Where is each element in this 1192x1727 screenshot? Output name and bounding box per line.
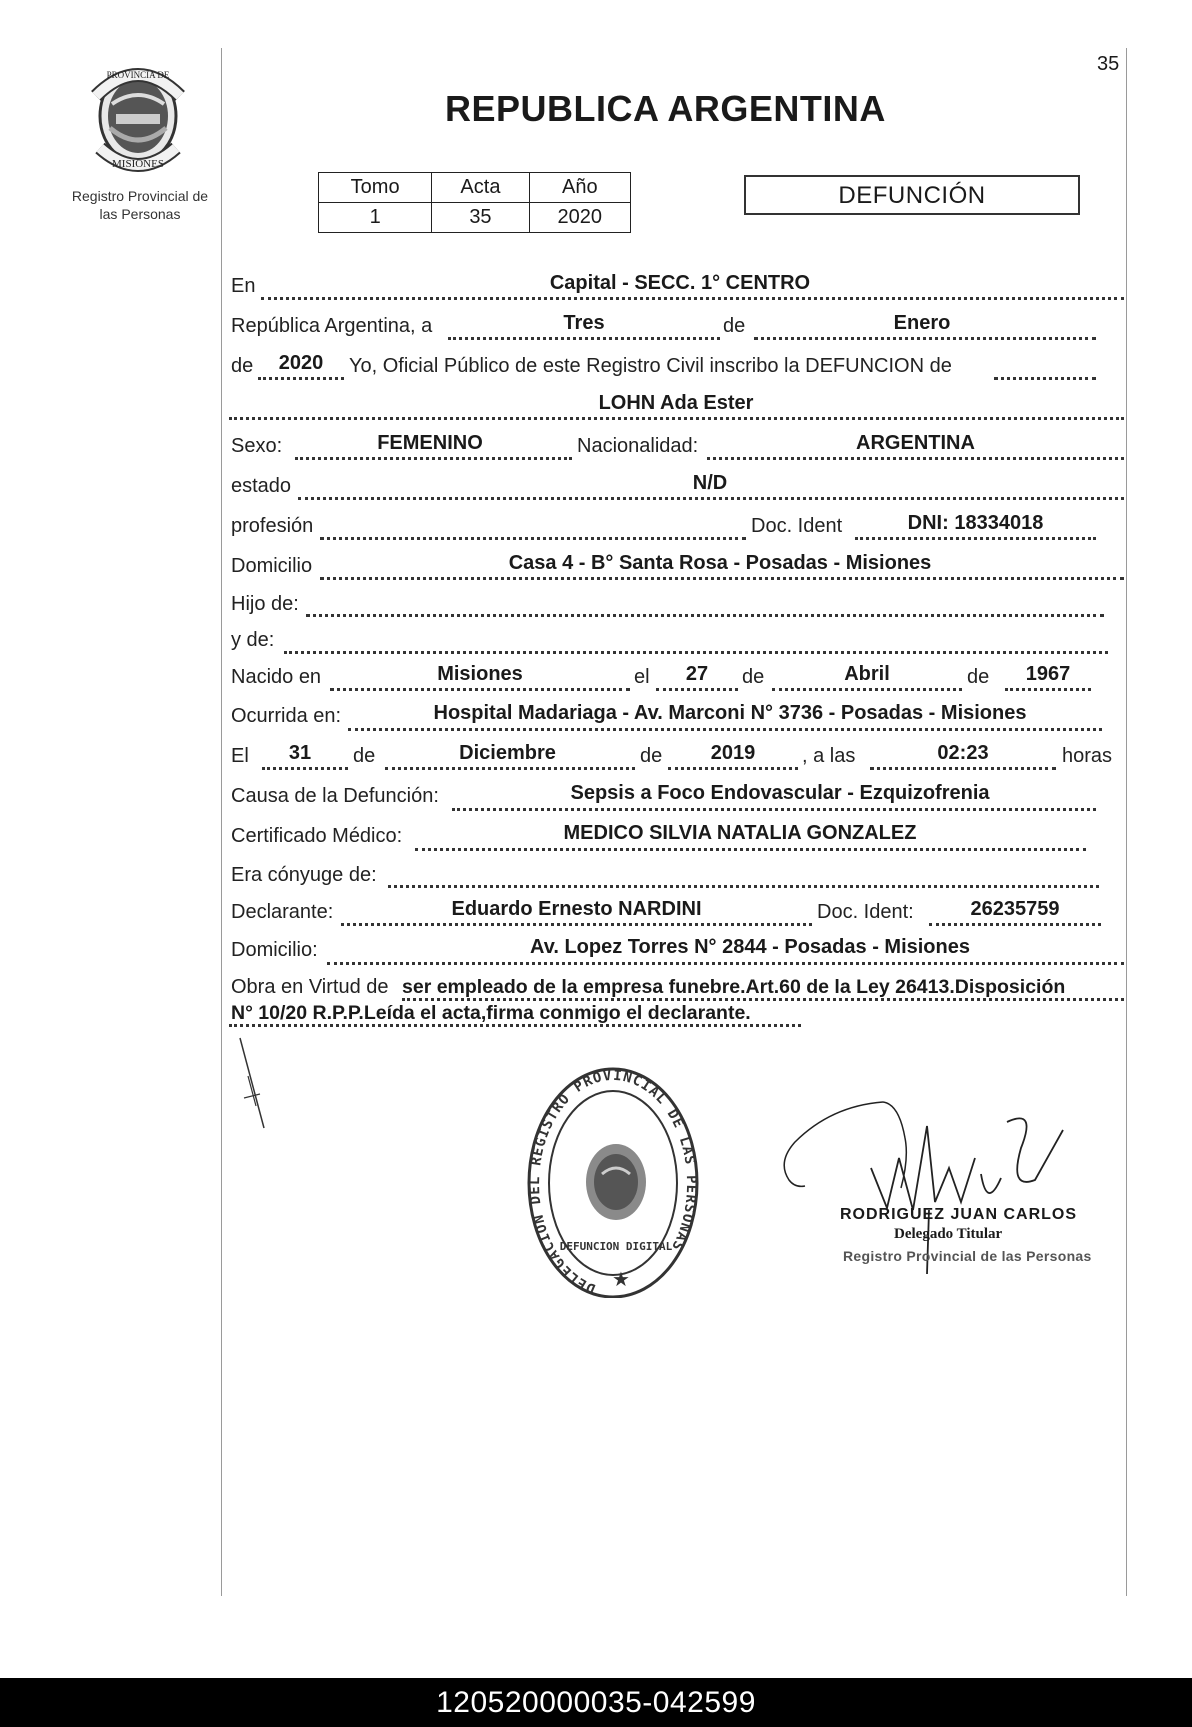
- left-margin-line: [221, 48, 222, 1596]
- page-number: 35: [1097, 53, 1120, 75]
- tomo-value: 1: [319, 203, 432, 233]
- de-label-2: de: [231, 355, 254, 377]
- death-day: 31: [288, 742, 312, 764]
- el-cap-label: El: [231, 745, 249, 767]
- month-value: Enero: [893, 312, 951, 334]
- birth-day: 27: [685, 663, 709, 685]
- certificado-label: Certificado Médico:: [231, 825, 403, 847]
- conyuge-line: [388, 885, 1099, 888]
- deceased-name: LOHN Ada Ester: [598, 392, 754, 414]
- acta-value: 35: [432, 203, 529, 233]
- causa-line: [452, 808, 1096, 811]
- nacionalidad-value: ARGENTINA: [856, 432, 975, 454]
- tomo-header: Tomo: [319, 173, 432, 203]
- registry-caption: [50, 187, 230, 223]
- doc-ident2-line: [929, 923, 1101, 926]
- ocurrida-value: Hospital Madariaga - Av. Marconi N° 3736 - Posadas - Misiones: [433, 702, 1027, 724]
- a-las-label: , a las: [802, 745, 856, 767]
- causa-value: Sepsis a Foco Endovascular - Ezquizofrenia: [570, 782, 990, 804]
- en-line: [261, 297, 1124, 300]
- barcode-text: 120520000035-042599: [436, 1686, 756, 1719]
- republica-label: República Argentina, a: [231, 315, 433, 337]
- declarante-value: Eduardo Ernesto NARDINI: [451, 898, 702, 920]
- right-margin-line: [1126, 48, 1127, 1596]
- acta-header: Acta: [432, 173, 529, 203]
- signatory-office: Registro Provincial de las Personas: [843, 1248, 1092, 1264]
- seal-ring-text: DELEGACION DEL REGISTRO PROVINCIAL DE LAS PERSONAS: [526, 1067, 700, 1297]
- sexo-line: [295, 457, 572, 460]
- en-label: En: [231, 275, 256, 297]
- birth-month: Abril: [844, 663, 890, 685]
- de-label-5: de: [353, 745, 376, 767]
- footer-bar: [0, 1678, 1192, 1727]
- birth-month-line: [772, 688, 962, 691]
- registry-caption-line-1: Registro Provincial de: [71, 188, 209, 204]
- death-year-line: [668, 767, 798, 770]
- el-label: el: [634, 666, 650, 688]
- birth-year: 1967: [1025, 663, 1071, 685]
- signatory-name: RODRIGUEZ JUAN CARLOS: [840, 1206, 1078, 1223]
- official-seal: [526, 1064, 700, 1298]
- ano-value: 2020: [529, 203, 630, 233]
- nacido-line: [330, 688, 630, 691]
- domicilio-line: [320, 577, 1124, 580]
- year-value: 2020: [278, 352, 324, 374]
- obra-line-1: ser empleado de la empresa funebre.Art.60 de la Ley 26413.Disposición: [402, 976, 1066, 998]
- hijo-line: [306, 614, 1104, 617]
- domicilio2-value: Av. Lopez Torres N° 2844 - Posadas - Misiones: [530, 936, 970, 958]
- day-line: [448, 337, 720, 340]
- doc-ident-line: [855, 537, 1096, 540]
- certificado-line: [415, 848, 1086, 851]
- year-line: [258, 377, 344, 380]
- record-type-label: DEFUNCIÓN: [838, 182, 986, 209]
- de-label-4: de: [967, 666, 990, 688]
- ano-header: Año: [529, 173, 630, 203]
- sexo-value: FEMENINO: [377, 432, 483, 454]
- death-day-line: [262, 767, 348, 770]
- de-label-1: de: [723, 315, 746, 337]
- birth-year-line: [1005, 688, 1091, 691]
- death-time: 02:23: [937, 742, 989, 764]
- en-value: Capital - SECC. 1° CENTRO: [549, 272, 811, 294]
- seal-star-icon: ★: [612, 1269, 630, 1291]
- doc-ident2-value: 26235759: [970, 898, 1060, 920]
- death-month: Diciembre: [459, 742, 556, 764]
- de-label-3: de: [742, 666, 765, 688]
- de-label-6: de: [640, 745, 663, 767]
- obra-line-2-dots: [229, 1024, 801, 1027]
- record-type-box: [744, 175, 1080, 215]
- registry-caption-line-2: las Personas: [99, 206, 181, 222]
- death-month-line: [385, 767, 635, 770]
- oficial-text: Yo, Oficial Público de este Registro Civil inscribo la DEFUNCION de: [349, 355, 952, 377]
- seal-inner-text: DEFUNCION DIGITAL: [559, 1240, 673, 1253]
- page-title: REPUBLICA ARGENTINA: [445, 88, 886, 129]
- doc-ident-label: Doc. Ident: [751, 515, 843, 537]
- obra-label: Obra en Virtud de: [231, 976, 389, 998]
- day-value: Tres: [563, 312, 605, 334]
- nacido-label: Nacido en: [231, 666, 322, 688]
- signatory-role: Delegado Titular: [894, 1226, 1003, 1242]
- deceased-line: [229, 417, 1124, 420]
- doc-ident2-label: Doc. Ident:: [817, 901, 914, 923]
- estado-value: N/D: [692, 472, 728, 494]
- logo-text-bottom: MISIONES: [112, 158, 164, 170]
- y-de-line: [284, 651, 1108, 654]
- declarante-label: Declarante:: [231, 901, 334, 923]
- month-line: [754, 337, 1096, 340]
- domicilio-label: Domicilio: [231, 555, 313, 577]
- domicilio2-line: [327, 962, 1124, 965]
- nacido-value: Misiones: [437, 663, 523, 685]
- ocurrida-label: Ocurrida en:: [231, 705, 342, 727]
- oficial-line: [994, 377, 1096, 380]
- death-time-line: [870, 767, 1056, 770]
- sexo-label: Sexo:: [231, 435, 283, 457]
- nacionalidad-label: Nacionalidad:: [577, 435, 699, 457]
- hijo-label: Hijo de:: [231, 593, 299, 615]
- nacionalidad-line: [707, 457, 1124, 460]
- declarante-line: [341, 923, 812, 926]
- ocurrida-line: [348, 728, 1102, 731]
- conyuge-label: Era cónyuge de:: [231, 864, 377, 886]
- strike-mark: [236, 1036, 286, 1130]
- doc-ident-value: DNI: 18334018: [907, 512, 1044, 534]
- domicilio2-label: Domicilio:: [231, 939, 318, 961]
- estado-line: [298, 497, 1124, 500]
- obra-line-1-dots: [402, 998, 1124, 1001]
- certificado-value: MEDICO SILVIA NATALIA GONZALEZ: [563, 822, 917, 844]
- book-table: [318, 172, 631, 233]
- birth-day-line: [656, 688, 738, 691]
- causa-label: Causa de la Defunción:: [231, 785, 439, 807]
- horas-label: horas: [1062, 745, 1113, 767]
- obra-line-2: N° 10/20 R.P.P.Leída el acta,firma conmigo el declarante.: [231, 1002, 751, 1024]
- death-year: 2019: [710, 742, 756, 764]
- profesion-line: [320, 537, 746, 540]
- domicilio-value: Casa 4 - B° Santa Rosa - Posadas - Misiones: [508, 552, 932, 574]
- profesion-label: profesión: [231, 515, 314, 537]
- province-coat-of-arms-icon: [82, 56, 194, 174]
- estado-label: estado: [231, 475, 292, 497]
- y-de-label: y de:: [231, 629, 275, 651]
- logo-text-top: PROVINCIA DE: [106, 70, 170, 80]
